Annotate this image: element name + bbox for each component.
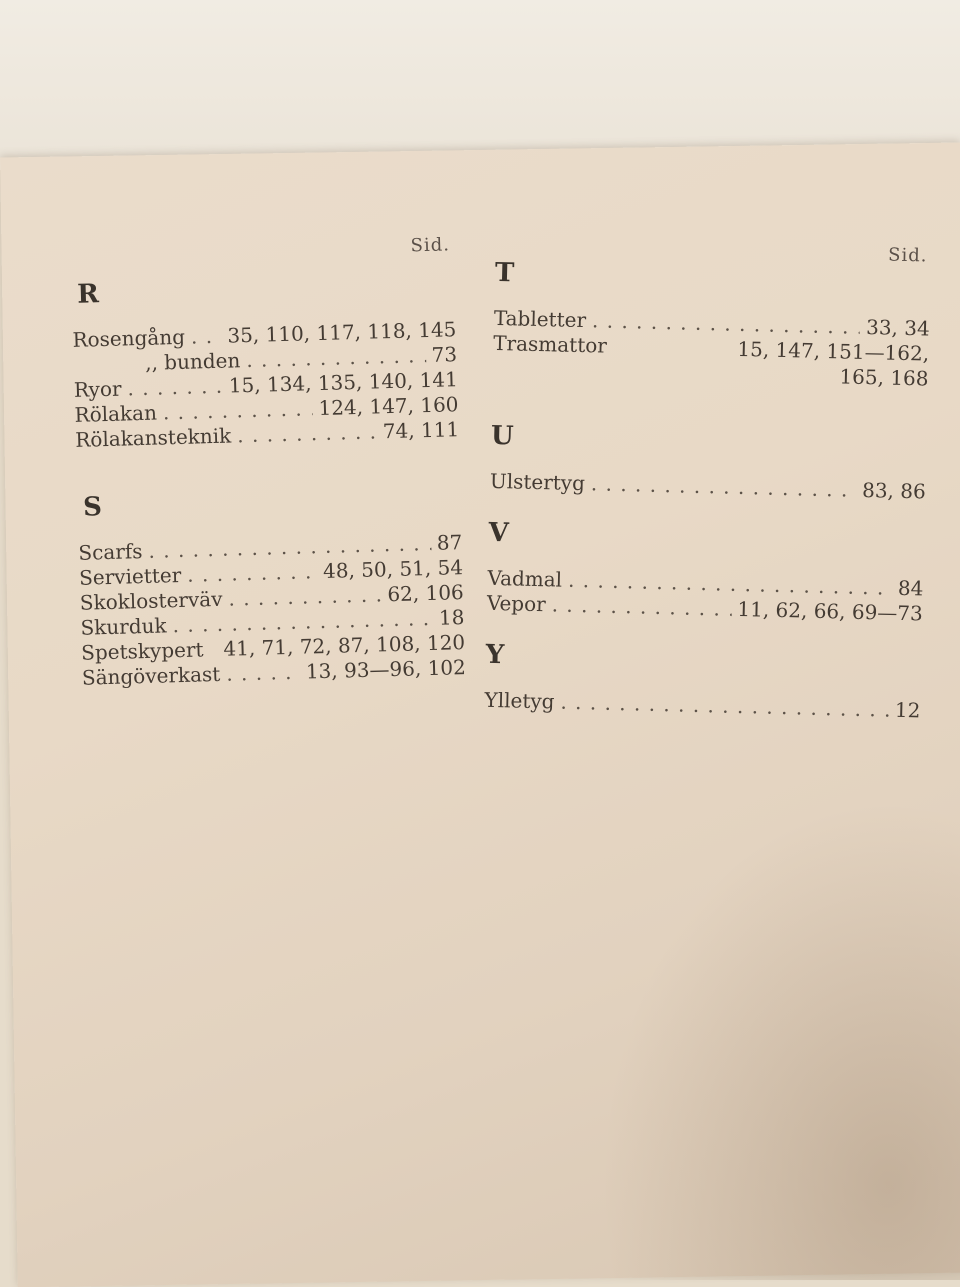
index-term: Rosengång	[72, 324, 186, 352]
index-term: Sängöverkast	[81, 661, 221, 690]
page-numbers: 15, 134, 135, 140, 141	[228, 367, 459, 398]
page-numbers: 13, 93—96, 102	[305, 655, 467, 684]
index-column-left	[34, 234, 466, 692]
section-letter: U	[490, 420, 515, 452]
leader-dots	[237, 419, 377, 448]
index-term: ,, bunden	[144, 348, 241, 375]
leader-dots	[226, 660, 300, 687]
page-numbers: 87	[436, 530, 463, 555]
page-numbers: 33, 34	[865, 314, 931, 341]
sid-header: Sid.	[410, 234, 451, 257]
index-term: Rölakansteknik	[74, 423, 232, 452]
sid-header: Sid.	[887, 244, 928, 267]
page-shadow	[600, 800, 960, 1280]
index-term: Scarfs	[78, 539, 143, 565]
leader-dots	[551, 592, 731, 621]
page-numbers: 48, 50, 51, 54	[322, 555, 464, 583]
index-term: Skoklosterväv	[79, 586, 223, 615]
section-letter: Y	[485, 639, 505, 671]
page-numbers: 15, 147, 151—162,	[737, 336, 930, 366]
index-term: Vadmal	[487, 565, 563, 592]
section-letter: T	[494, 257, 515, 289]
index-term: Ulstertyg	[489, 468, 586, 496]
leader-dots	[127, 374, 223, 402]
page-numbers: 83, 86	[861, 477, 927, 504]
index-term: Skurduk	[80, 613, 167, 640]
index-term: Trasmattor	[492, 330, 608, 358]
page-numbers: 35, 110, 117, 118, 145	[227, 317, 457, 348]
index-term: Ryor	[73, 376, 122, 402]
page-numbers: 74, 111	[382, 417, 460, 444]
page-numbers: 11, 62, 66, 69—73	[737, 596, 924, 626]
page-numbers: 84	[897, 575, 924, 601]
index-term: Rölakan	[74, 400, 158, 427]
section-letter: R	[76, 279, 100, 310]
index-term: Ylletyg	[484, 687, 555, 714]
page-numbers: 124, 147, 160	[318, 392, 459, 421]
index-term: Servietter	[78, 562, 182, 590]
section-letter: S	[82, 492, 103, 523]
index-term: Vepor	[486, 590, 547, 617]
index-column-right	[470, 235, 932, 724]
page-numbers: 73	[431, 342, 458, 367]
section-letter: V	[488, 517, 510, 549]
page-numbers: 12	[894, 697, 921, 723]
leader-dots	[187, 559, 318, 588]
page-numbers: 165, 168	[839, 364, 929, 391]
page-numbers: 18	[438, 605, 465, 630]
index-term: Spetskypert	[80, 637, 204, 665]
page-numbers: 41, 71, 72, 87, 108, 120	[223, 630, 466, 661]
page-numbers: 62, 106	[387, 580, 465, 607]
leader-dots	[191, 324, 222, 350]
index-term: Tabletter	[493, 305, 587, 333]
